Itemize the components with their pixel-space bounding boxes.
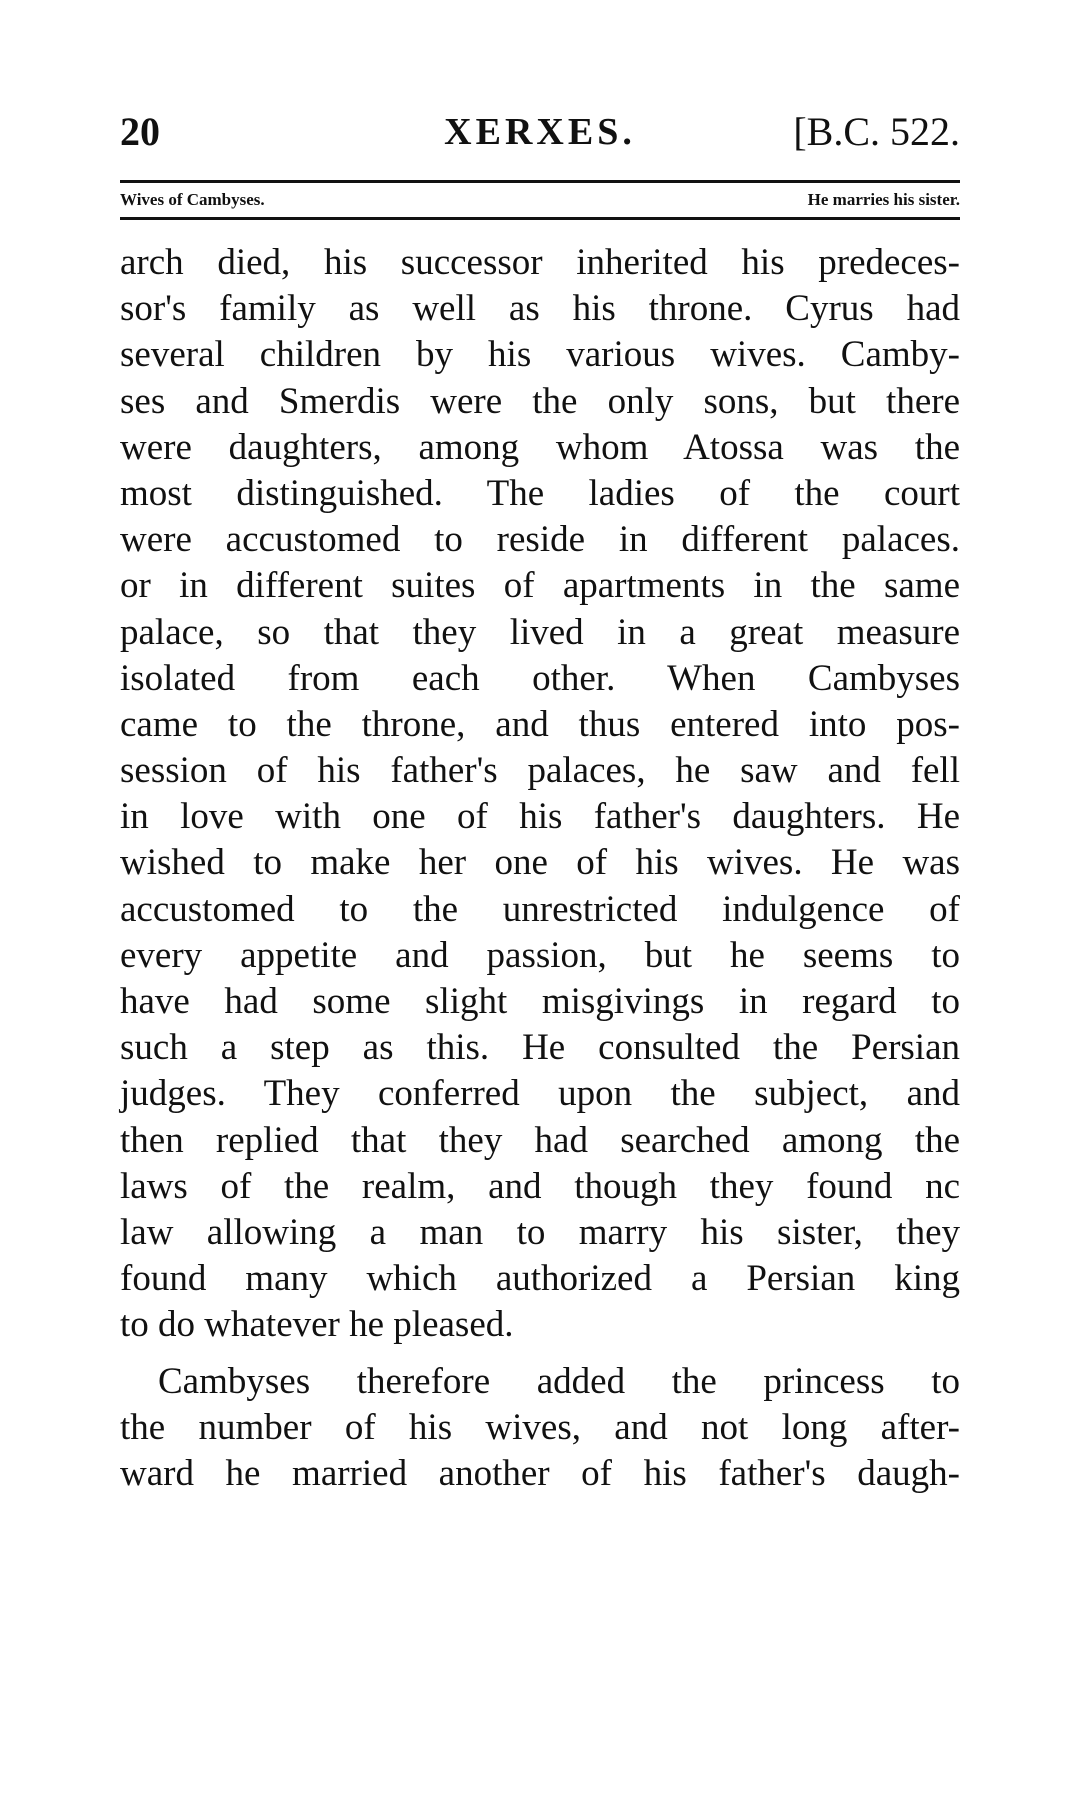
text-line: Cambyses therefore added the princess to (158, 1360, 960, 1402)
paragraph-1 (120, 240, 960, 1349)
text-line: wished to make her one of his wives. He was (120, 842, 960, 884)
text-line: every appetite and passion, but he seems to (120, 934, 960, 976)
text-line: judges. They conferred upon the subject, and (120, 1073, 960, 1115)
text-line: arch died, his successor inherited his predeces- (120, 242, 960, 283)
book-page (120, 100, 960, 1497)
marginal-note-right: He marries his sister. (807, 190, 960, 209)
text-line: came to the throne, and thus entered into pos- (120, 703, 960, 745)
text-line: law allowing a man to marry his sister, they (120, 1211, 960, 1253)
text-line: accustomed to the unrestricted indulgence of (120, 888, 960, 930)
marginal-notes (120, 183, 960, 217)
page-number: 20 (120, 109, 160, 154)
text-line: then replied that they had searched among the (120, 1119, 960, 1161)
body-text (120, 240, 960, 1497)
date-reference: [B.C. 522. (793, 109, 960, 154)
paragraph-gap (120, 1349, 960, 1359)
page-header (120, 100, 960, 164)
header-rule-bottom (120, 217, 960, 220)
paragraph-2 (120, 1359, 960, 1498)
text-line: several children by his various wives. Camby- (120, 334, 960, 376)
text-line: in love with one of his father's daughters. He (120, 796, 960, 838)
text-line: laws of the realm, and though they found nc (120, 1165, 960, 1207)
text-line: isolated from each other. When Cambyses (120, 657, 960, 699)
marginal-note-left: Wives of Cambyses. (120, 190, 265, 209)
text-line: were daughters, among whom Atossa was the (120, 426, 960, 468)
text-line: ward he married another of his father's daugh- (120, 1452, 960, 1494)
text-line: sor's family as well as his throne. Cyrus had (120, 288, 960, 330)
running-title: XERXES. (444, 111, 636, 153)
text-line: the number of his wives, and not long after- (120, 1406, 960, 1448)
text-line: or in different suites of apartments in the same (120, 565, 960, 607)
text-line: palace, so that they lived in a great measure (120, 611, 960, 653)
text-line: to do whatever he pleased. (120, 1304, 514, 1346)
text-line: have had some slight misgivings in regard to (120, 981, 960, 1022)
text-line: such a step as this. He consulted the Persian (120, 1027, 960, 1069)
text-line: ses and Smerdis were the only sons, but there (120, 380, 960, 422)
text-line: most distinguished. The ladies of the court (120, 472, 960, 514)
text-line: session of his father's palaces, he saw and fell (120, 750, 960, 792)
text-line: were accustomed to reside in different palaces. (120, 519, 960, 561)
text-line: found many which authorized a Persian king (120, 1258, 960, 1300)
